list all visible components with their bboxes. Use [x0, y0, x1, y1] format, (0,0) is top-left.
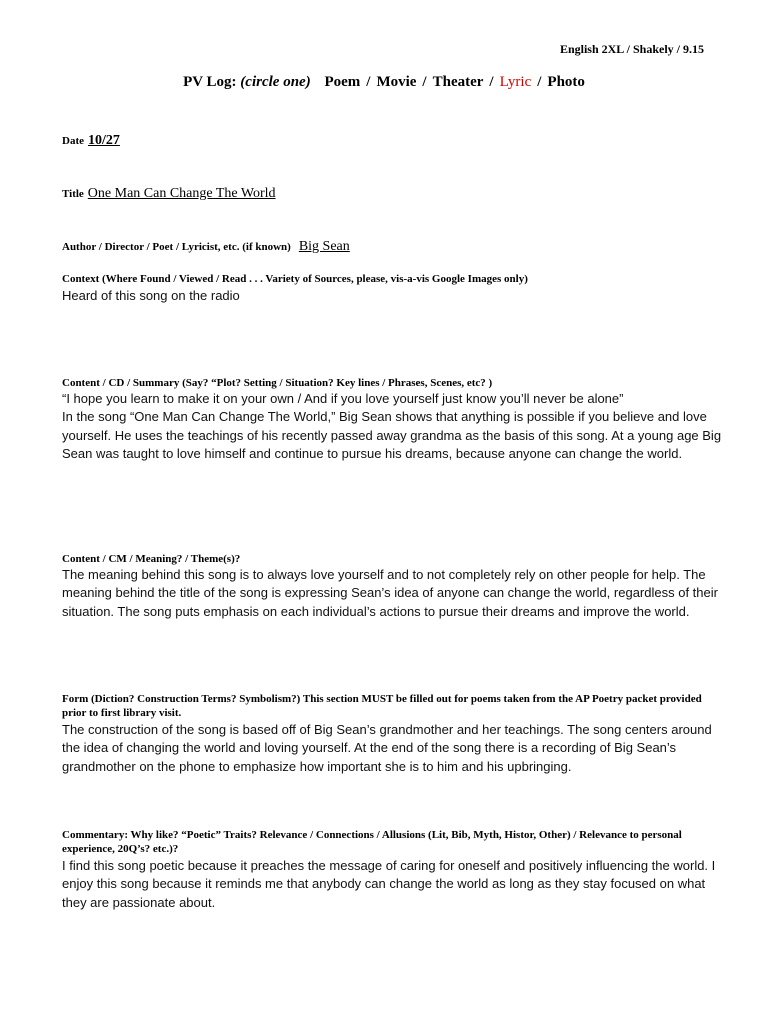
pv-option-separator: / [489, 74, 494, 90]
content-meaning-prompt: Content / CM / Meaning? / Theme(s)? [62, 553, 241, 565]
content-meaning-text: The meaning behind this song is to always love yourself and to not completely rely on other people for help. The meaning behind the title of the song is expressing Sean’s idea of anyone can change the world, regardless of their situation. The song puts emphasis on each individual’s actions to pursue their dreams and improve the world. [62, 567, 718, 619]
commentary-text: I find this song poetic because it preaches the message of caring for oneself and positively influencing the world. I enjoy this song because it reminds me that anybody can change the world as long as they stay focused on what they are passionate about. [62, 858, 716, 910]
pv-option-separator: / [537, 74, 542, 90]
pv-option-poem: Poem [324, 74, 361, 90]
author-value: Big Sean [298, 239, 350, 254]
content-summary-text: In the song “One Man Can Change The World,” Big Sean shows that anything is possible if you believe and love yourself. He uses the teachings of his recently passed away grandma as the basis of this song. At a young age Big Sean was taught to love himself and continue to pursue his dreams, because anyone can change the world. [62, 409, 722, 461]
author-field [62, 237, 350, 255]
date-label: Date [62, 135, 84, 147]
context-prompt: Context (Where Found / Viewed / Read . . . Variety of Sources, please, vis-a-vis Google Images only) [62, 273, 528, 285]
commentary-prompt: Commentary: Why like? “Poetic” Traits? Relevance / Connections / Allusions (Lit, Bib, Myth, Histor, Other) / Relevance to personal experience, 20Q’s? etc.)? [62, 829, 682, 855]
content-summary-prompt: Content / CD / Summary (Say? “Plot? Setting / Situation? Key lines / Phrases, Scenes, etc? ) [62, 377, 493, 389]
pv-log-label: PV Log: [183, 74, 237, 90]
context-answer [62, 287, 722, 305]
content-summary-answer [62, 390, 722, 463]
pv-option-movie: Movie [376, 74, 417, 90]
content-meaning-answer [62, 566, 722, 621]
date-value: 10/27 [88, 133, 120, 148]
pv-log-options [314, 74, 584, 90]
context-answer-text: Heard of this song on the radio [62, 288, 240, 303]
title-label: Title [62, 188, 84, 200]
author-label: Author / Director / Poet / Lyricist, etc. (if known) [62, 241, 291, 253]
pv-option-separator: / [366, 74, 371, 90]
form-text: The construction of the song is based off of Big Sean’s grandmother and her teachings. The song centers around the idea of changing the world and loving yourself. At the end of the song there is a recording of Big Sean’s grandmother on the phone to emphasize how important she is to him and his upbringing. [62, 722, 712, 774]
pv-option-lyric: Lyric [499, 74, 532, 90]
date-field [62, 131, 120, 149]
commentary-answer [62, 857, 722, 912]
form-prompt: Form (Diction? Construction Terms? Symbolism?) This section MUST be filled out for poems taken from the AP Poetry packet provided prior to first library visit. [62, 693, 702, 719]
pv-option-theater: Theater [432, 74, 484, 90]
form-answer [62, 721, 722, 776]
pv-option-photo: Photo [547, 74, 585, 90]
pv-log-line [0, 74, 768, 91]
pv-log-instruction: (circle one) [240, 74, 311, 90]
title-value: One Man Can Change The World [87, 186, 276, 201]
course-header: English 2XL / Shakely / 9.15 [559, 42, 704, 56]
title-field [62, 184, 276, 202]
content-summary-quote: “I hope you learn to make it on your own / And if you love yourself just know you’ll never be alone” [62, 391, 624, 406]
pv-option-separator: / [422, 74, 427, 90]
